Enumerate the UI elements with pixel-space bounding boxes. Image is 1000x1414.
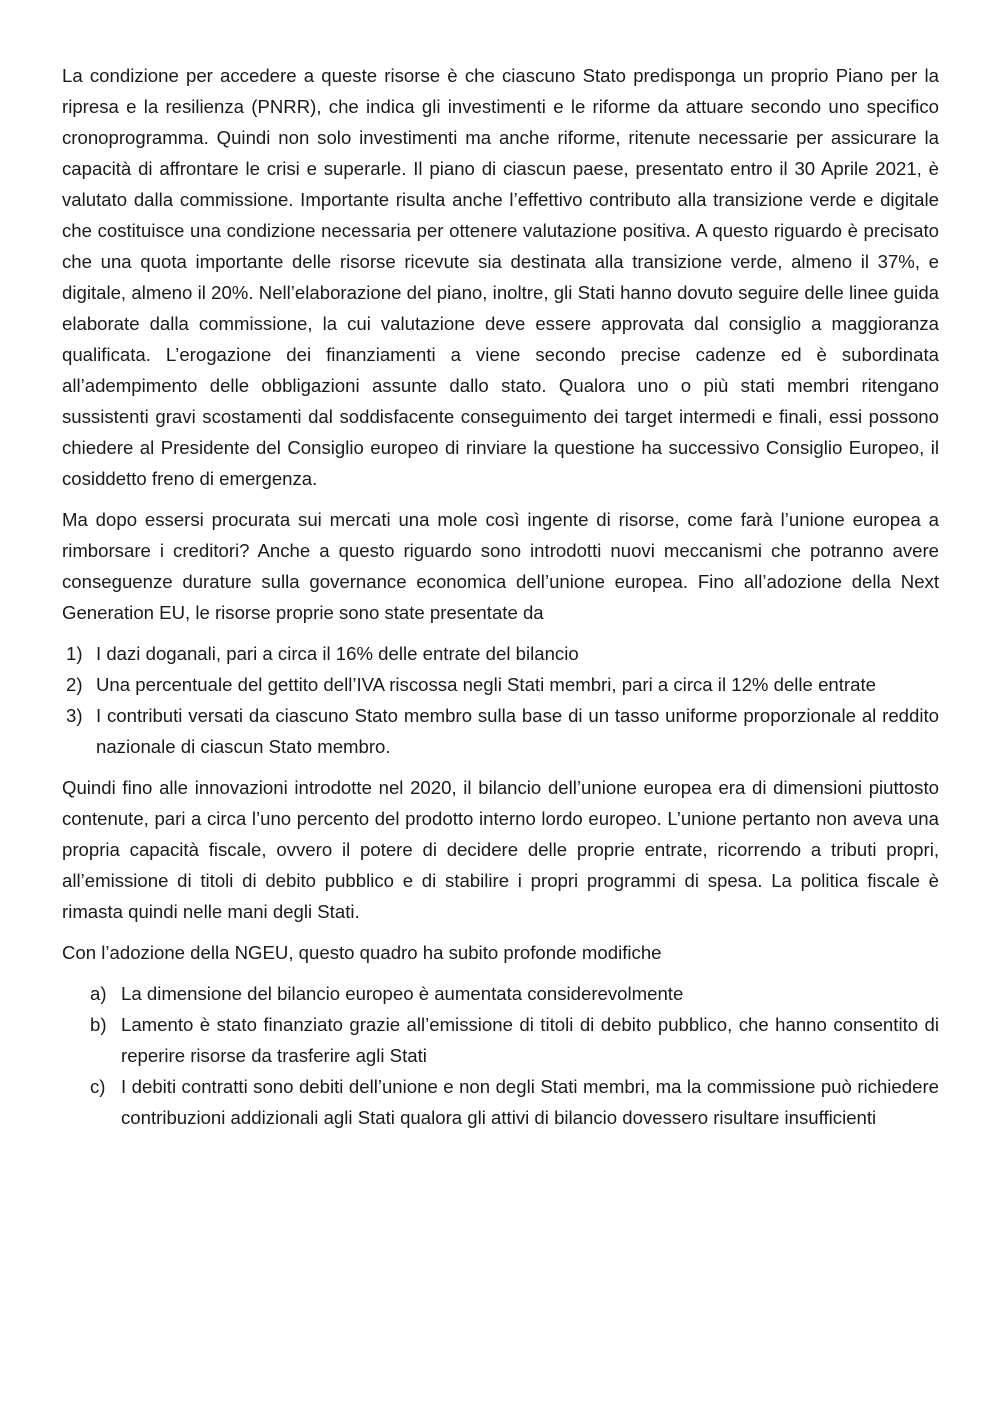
list-item-text: I dazi doganali, pari a circa il 16% delle entrate del bilancio xyxy=(96,643,579,664)
paragraph-ngeu-changes: Con l’adozione della NGEU, questo quadro ha subito profonde modifiche xyxy=(62,942,662,963)
list-item xyxy=(62,700,939,762)
document-page xyxy=(62,60,939,1143)
list-item-text: I debiti contratti sono debiti dell’unione e non degli Stati membri, ma la commissione può richiedere contribuzioni addizionali agli Stati qualora gli attivi di bilancio dovessero risultare insufficienti xyxy=(121,1076,939,1128)
list-item-text: I contributi versati da ciascuno Stato membro sulla base di un tasso uniforme proporzionale al reddito nazionale di ciascun Stato membro. xyxy=(96,705,939,757)
list-item xyxy=(62,1071,939,1133)
list-item-text: La dimensione del bilancio europeo è aumentata considerevolmente xyxy=(121,983,684,1004)
list-item-text: Una percentuale del gettito dell’IVA riscossa negli Stati membri, pari a circa il 12% delle entrate xyxy=(96,674,876,695)
list-marker: b) xyxy=(90,1014,107,1035)
lettered-list-ngeu-changes xyxy=(62,978,939,1133)
numbered-list-own-resources xyxy=(62,638,939,762)
list-marker: 3) xyxy=(66,705,83,726)
paragraph-pnrr-conditions: La condizione per accedere a queste risorse è che ciascuno Stato predisponga un proprio Piano per la ripresa e la resilienza (PNRR), che indica gli investimenti e le riforme da attuare secondo uno specifico cronoprogramma. Quindi non solo investimenti ma anche riforme, ritenute necessarie per assicurare la capacità di affrontare le crisi e superarle. Il piano di ciascun paese, presentato entro il 30 Aprile 2021, è valutato dalla commissione. Importante risulta anche l’effettivo contributo alla transizione verde e digitale che costituisce una condizione necessaria per ottenere valutazione positiva. A questo riguardo è precisato che una quota importante delle risorse ricevute sia destinata alla transizione verde, almeno il 37%, e digitale, almeno il 20%. Nell’elaborazione del piano, inoltre, gli Stati hanno dovuto seguire delle linee guida elaborate dalla commissione, la cui valutazione deve essere approvata dal consiglio a maggioranza qualificata. L’erogazione dei finanziamenti a viene secondo precise cadenze ed è subordinata all’adempimento delle obbligazioni assunte dallo stato. Qualora uno o più stati membri ritengano sussistenti gravi scostamenti dal soddisfacente conseguimento dei target intermedi e finali, essi possono chiedere al Presidente del Consiglio europeo di rinviare la questione ha successivo Consiglio Europeo, il cosiddetto freno di emergenza. xyxy=(62,65,939,489)
list-marker: 2) xyxy=(66,674,83,695)
list-marker: 1) xyxy=(66,643,83,664)
list-marker: a) xyxy=(90,983,107,1004)
list-item-text: Lamento è stato finanziato grazie all’emissione di titoli di debito pubblico, che hanno consentito di reperire risorse da trasferire agli Stati xyxy=(121,1014,939,1066)
paragraph-repayment: Ma dopo essersi procurata sui mercati una mole così ingente di risorse, come farà l’unione europea a rimborsare i creditori? Anche a questo riguardo sono introdotti nuovi meccanismi che potranno avere conseguenze durature sulla governance economica dell’unione europea. Fino all’adozione della Next Generation EU, le risorse proprie sono state presentate da xyxy=(62,509,939,623)
list-item xyxy=(62,638,939,669)
list-marker: c) xyxy=(90,1076,106,1097)
list-item xyxy=(62,669,939,700)
paragraph-fiscal-capacity: Quindi fino alle innovazioni introdotte nel 2020, il bilancio dell’unione europea era di dimensioni piuttosto contenute, pari a circa l’uno percento del prodotto interno lordo europeo. L’unione pertanto non aveva una propria capacità fiscale, ovvero il potere di decidere delle proprie entrate, ricorrendo a tributi propri, all’emissione di titoli di debito pubblico e di stabilire i propri programmi di spesa. La politica fiscale è rimasta quindi nelle mani degli Stati. xyxy=(62,777,939,922)
list-item xyxy=(62,1009,939,1071)
list-item xyxy=(62,978,939,1009)
